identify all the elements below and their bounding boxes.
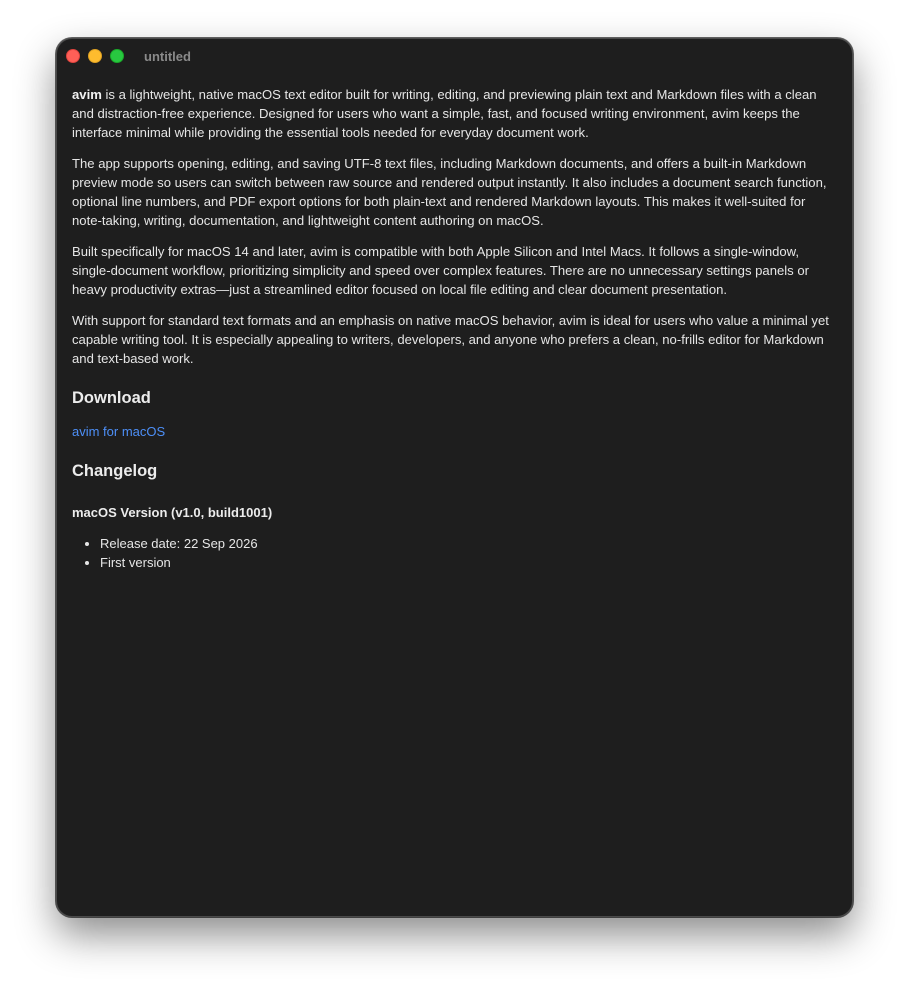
changelog-heading: Changelog: [72, 462, 158, 480]
download-heading: Download: [72, 389, 151, 407]
changelog-item-release-date: • Release date: 22 Sep 2026: [100, 534, 837, 553]
changelog-item-first-version: • First version: [100, 553, 837, 572]
changelog-list: [72, 534, 837, 572]
title-bar[interactable]: [57, 39, 852, 73]
version-heading: macOS Version (v1.0, build1001): [72, 505, 273, 520]
intro-paragraph: [72, 85, 837, 142]
download-link[interactable]: avim for macOS: [72, 424, 166, 439]
document-content[interactable]: [57, 73, 852, 572]
paragraph-summary: With support for standard text formats and an emphasis on native macOS behavior, avim is ideal for users who value a minimal yet capable writing tool. It is especially appealing to writers, developers, and anyone who prefers a clean, no-frills editor for Markdown and text-based work.: [72, 313, 829, 366]
app-window: [56, 38, 853, 917]
zoom-button[interactable]: [110, 49, 124, 63]
app-name: avim: [72, 87, 102, 102]
paragraph-compatibility: Built specifically for macOS 14 and later, avim is compatible with both Apple Silicon and Intel Macs. It follows a single-window, single-document workflow, prioritizing simplicity and speed over complex features. There are no unnecessary settings panels or heavy productivity extras—just a streamlined editor focused on local file editing and clear document presentation.: [72, 244, 810, 297]
minimize-button[interactable]: [88, 49, 102, 63]
intro-text: is a lightweight, native macOS text editor built for writing, editing, and previewing plain text and Markdown files with a clean and distraction-free experience. Designed for users who want a simple, fast, and focused writing environment, avim keeps the interface minimal while providing the essential tools needed for everyday document work.: [72, 87, 817, 140]
window-title: untitled: [144, 48, 191, 64]
close-button[interactable]: [66, 49, 80, 63]
paragraph-features: The app supports opening, editing, and saving UTF-8 text files, including Markdown documents, and offers a built-in Markdown preview mode so users can switch between raw source and rendered output instantly. It also includes a document search function, optional line numbers, and PDF export options for both plain-text and rendered Markdown layouts. This makes it well-suited for note-taking, writing, documentation, and lightweight content authoring on macOS.: [72, 156, 827, 228]
